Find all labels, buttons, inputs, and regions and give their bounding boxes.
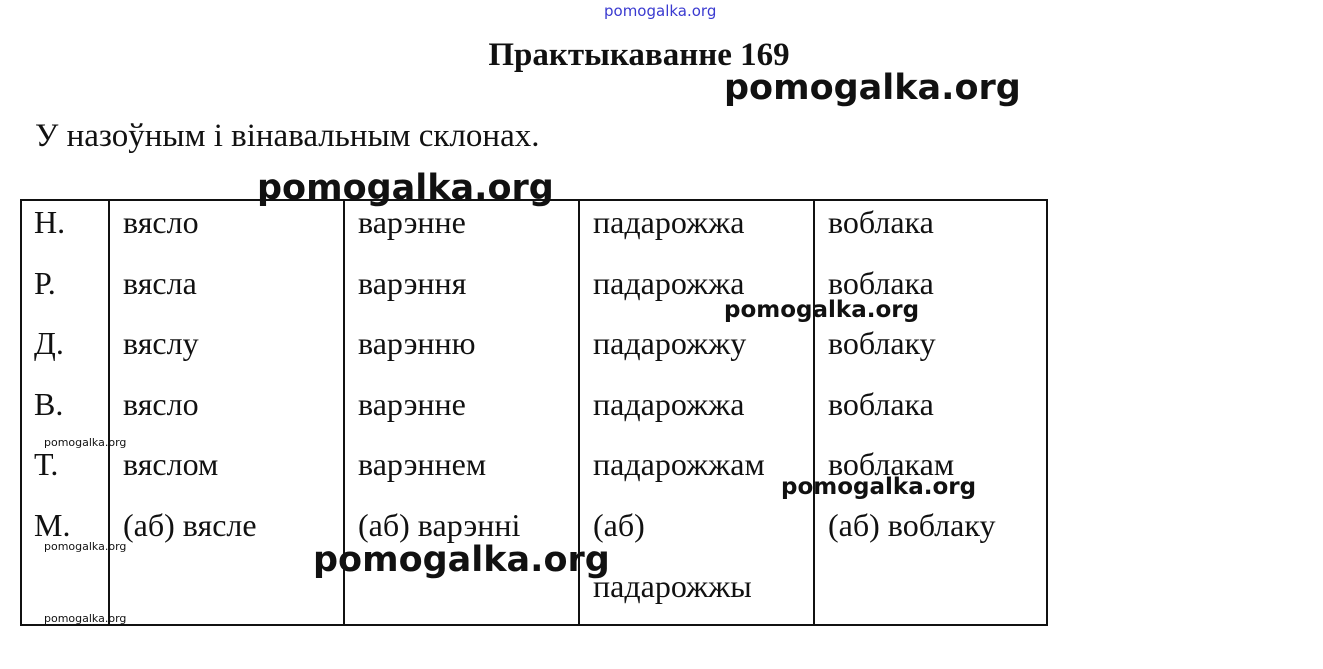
table-cell: падарожжа bbox=[593, 386, 745, 422]
table-divider bbox=[108, 201, 110, 624]
watermark-small: pomogalka.org bbox=[44, 436, 127, 449]
case-label-dative: Д. bbox=[34, 325, 64, 361]
table-cell: варэннем bbox=[358, 446, 487, 482]
watermark-small: pomogalka.org bbox=[44, 612, 127, 625]
case-label-genitive: Р. bbox=[34, 265, 56, 301]
table-cell: варэнню bbox=[358, 325, 476, 361]
table-cell: падарожжам bbox=[593, 446, 765, 482]
watermark-medium: pomogalka.org bbox=[781, 474, 977, 500]
case-label-accusative: В. bbox=[34, 386, 64, 422]
watermark-medium: pomogalka.org bbox=[724, 297, 920, 323]
table-cell: (аб) варэнні bbox=[358, 507, 521, 543]
watermark-small: pomogalka.org bbox=[44, 540, 127, 553]
table-divider bbox=[813, 201, 815, 624]
watermark-top: pomogalka.org bbox=[604, 2, 717, 20]
table-cell: (аб) bbox=[593, 507, 645, 543]
table-cell: варэння bbox=[358, 265, 467, 301]
table-cell: вясло bbox=[123, 204, 199, 240]
exercise-title: Практыкаванне 169 bbox=[488, 37, 790, 73]
table-cell: падарожжы bbox=[593, 568, 752, 604]
table-cell: вяслу bbox=[123, 325, 199, 361]
exercise-instruction: У назоўным і вінавальным склонах. bbox=[35, 118, 540, 154]
case-label-nominative: Н. bbox=[34, 204, 66, 240]
table-cell: воблака bbox=[828, 204, 934, 240]
table-cell: воблака bbox=[828, 386, 934, 422]
watermark-large: pomogalka.org bbox=[313, 540, 610, 580]
table-cell: вяслом bbox=[123, 446, 219, 482]
watermark-large: pomogalka.org bbox=[257, 168, 554, 208]
table-cell: (аб) вясле bbox=[123, 507, 257, 543]
table-cell: падарожжу bbox=[593, 325, 747, 361]
table-cell: (аб) воблаку bbox=[828, 507, 996, 543]
case-label-instrumental: Т. bbox=[34, 446, 59, 482]
table-cell: воблаку bbox=[828, 325, 936, 361]
table-cell: вясло bbox=[123, 386, 199, 422]
table-cell: вясла bbox=[123, 265, 197, 301]
table-cell: падарожжа bbox=[593, 265, 745, 301]
table-cell: воблакам bbox=[828, 446, 955, 482]
case-label-locative: М. bbox=[34, 507, 71, 543]
table-cell: варэнне bbox=[358, 386, 466, 422]
watermark-large: pomogalka.org bbox=[724, 68, 1021, 108]
table-cell: варэнне bbox=[358, 204, 466, 240]
table-cell: падарожжа bbox=[593, 204, 745, 240]
table-cell: воблака bbox=[828, 265, 934, 301]
